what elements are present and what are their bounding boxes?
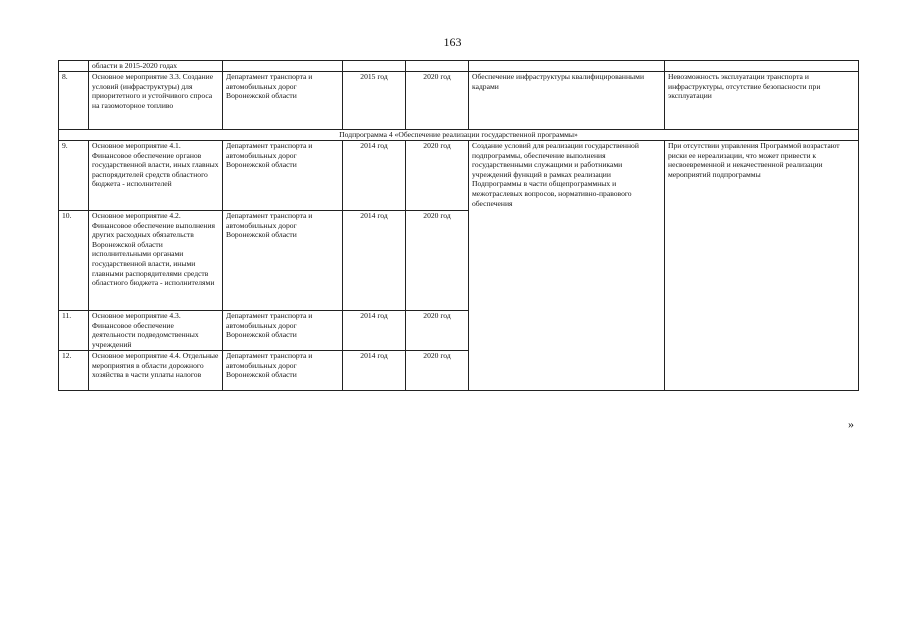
cell-end: 2020 год bbox=[406, 141, 469, 211]
cell-start: 2014 год bbox=[343, 141, 406, 211]
cell-executor: Департамент транспорта и автомобильных дорог Воронежской области bbox=[223, 211, 343, 311]
cell-activity: Основное мероприятие 4.3. Финансовое обеспечение деятельности подведомственных учреждений bbox=[89, 311, 223, 351]
cell-risk bbox=[665, 61, 859, 72]
cell-end: 2020 год bbox=[406, 311, 469, 351]
table-row-continued bbox=[59, 61, 859, 72]
cell-executor: Департамент транспорта и автомобильных дорог Воронежской области bbox=[223, 351, 343, 391]
cell-activity: области в 2015-2020 годах bbox=[89, 61, 223, 72]
cell-num: 9. bbox=[59, 141, 89, 211]
cell-num: 11. bbox=[59, 311, 89, 351]
cell-risk: При отсутствии управления Программой возрастают риски ее нереализации, что может привести к несвоевременной и некачественной реализации мероприятий подпрограммы bbox=[665, 141, 859, 391]
page-number: 163 bbox=[443, 35, 462, 49]
table-row bbox=[59, 141, 859, 211]
subprogram-row bbox=[59, 130, 859, 141]
cell-activity: Основное мероприятие 4.1. Финансовое обеспечение органов государственной власти, иных главных распорядителей средств областного бюджета - исполнителей bbox=[89, 141, 223, 211]
cell-result bbox=[469, 61, 665, 72]
cell-executor bbox=[223, 61, 343, 72]
cell-start: 2014 год bbox=[343, 351, 406, 391]
cell-end: 2020 год bbox=[406, 351, 469, 391]
cell-start: 2014 год bbox=[343, 211, 406, 311]
cell-activity: Основное мероприятие 3.3. Создание условий (инфраструктуры) для приоритетного и устойчивого спроса на газомоторное топливо bbox=[89, 72, 223, 130]
cell-activity: Основное мероприятие 4.4. Отдельные мероприятия в области дорожного хозяйства в части уплаты налогов bbox=[89, 351, 223, 391]
closing-quote-mark: » bbox=[848, 417, 854, 431]
cell-start bbox=[343, 61, 406, 72]
cell-num bbox=[59, 61, 89, 72]
cell-activity: Основное мероприятие 4.2. Финансовое обеспечение выполнения других расходных обязательств Воронежской области исполнительными органами государственной власти, иными главными распорядителями средств областного бюджета - исполнителями bbox=[89, 211, 223, 311]
cell-num: 10. bbox=[59, 211, 89, 311]
cell-executor: Департамент транспорта и автомобильных дорог Воронежской области bbox=[223, 141, 343, 211]
cell-end: 2020 год bbox=[406, 72, 469, 130]
table-row bbox=[59, 72, 859, 130]
cell-end: 2020 год bbox=[406, 211, 469, 311]
cell-executor: Департамент транспорта и автомобильных дорог Воронежской области bbox=[223, 311, 343, 351]
subprogram-title: Подпрограмма 4 «Обеспечение реализации государственной программы» bbox=[59, 130, 859, 141]
cell-start: 2014 год bbox=[343, 311, 406, 351]
program-activities-table bbox=[58, 60, 859, 391]
cell-result: Создание условий для реализации государственной подпрограммы, обеспечение выполнения государственными служащими и работниками учреждений функций в рамках реализации Подпрограммы в части общепрограммных и межотраслевых вопросов, нормативно-правового обеспечения bbox=[469, 141, 665, 391]
cell-start: 2015 год bbox=[343, 72, 406, 130]
cell-num: 12. bbox=[59, 351, 89, 391]
cell-result: Обеспечение инфраструктуры квалифицированными кадрами bbox=[469, 72, 665, 130]
cell-num: 8. bbox=[59, 72, 89, 130]
cell-risk: Невозможность эксплуатации транспорта и инфраструктуры, отсутствие безопасности при эксплуатации bbox=[665, 72, 859, 130]
cell-executor: Департамент транспорта и автомобильных дорог Воронежской области bbox=[223, 72, 343, 130]
cell-end bbox=[406, 61, 469, 72]
